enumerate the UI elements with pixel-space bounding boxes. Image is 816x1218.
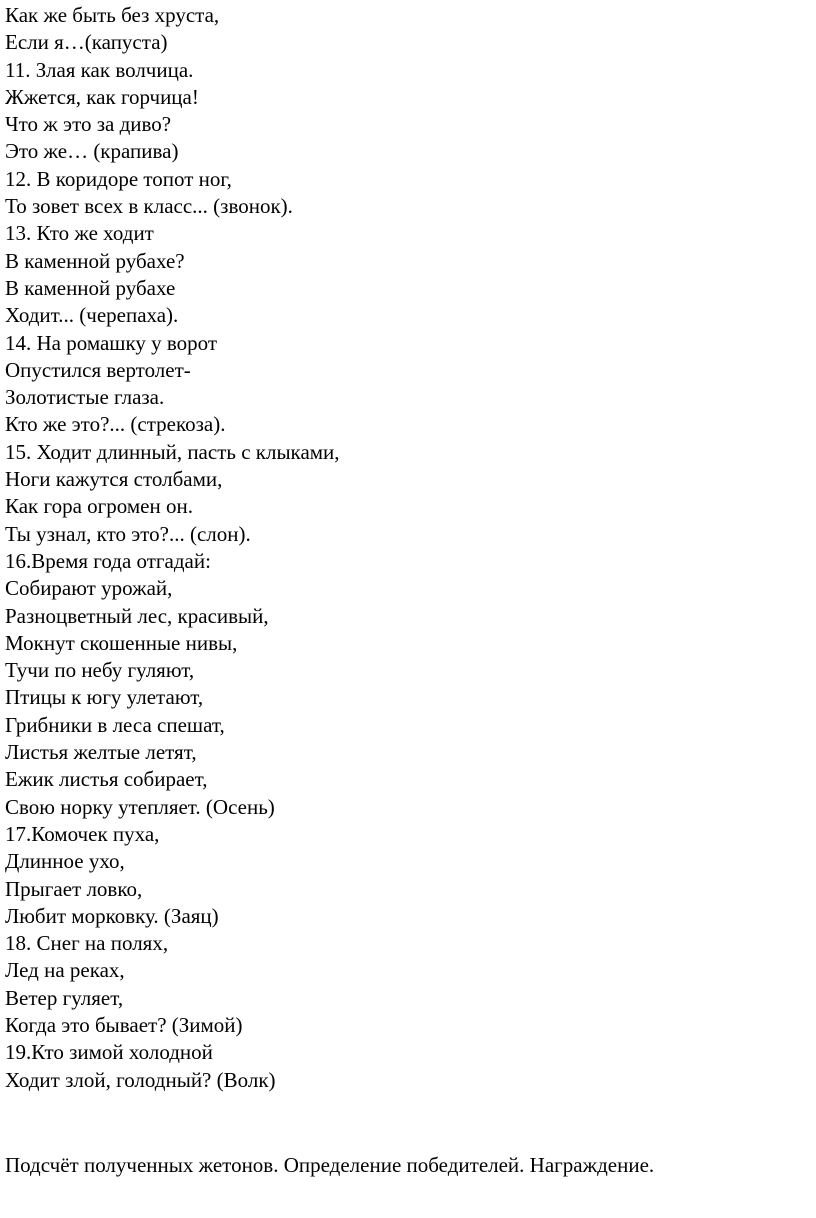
text-line: В каменной рубахе? [5, 248, 185, 273]
text-line: 19.Кто зимой холодной [5, 1040, 213, 1065]
text-line: Любит морковку. (Заяц) [5, 903, 219, 928]
text-line: 15. Ходит длинный, пасть с клыками, [5, 439, 340, 464]
closing-paragraph: Подсчёт полученных жетонов. Определение победителей. Награждение. [5, 1153, 655, 1177]
text-line: Прыгает ловко, [5, 876, 143, 901]
text-line: Птицы к югу улетают, [5, 685, 204, 710]
text-line: Листья желтые летят, [5, 740, 197, 765]
text-line: Как гора огромен он. [5, 494, 193, 519]
text-line: Ты узнал, кто это?... (слон). [5, 521, 251, 546]
text-line: Мокнут скошенные нивы, [5, 630, 238, 655]
text-line: 12. В коридоре топот ног, [5, 166, 232, 191]
text-line: 16.Время года отгадай: [5, 548, 211, 573]
text-line: Когда это бывает? (Зимой) [5, 1012, 243, 1037]
text-line: Собирают урожай, [5, 576, 173, 601]
text-line: 13. Кто же ходит [5, 221, 154, 246]
text-line: Грибники в леса спешат, [5, 712, 225, 737]
text-line: Тучи по небу гуляют, [5, 658, 195, 683]
text-line: Ходит... (черепаха). [5, 303, 179, 328]
text-line: Кто же это?... (стрекоза). [5, 412, 226, 437]
text-line: Ветер гуляет, [5, 985, 124, 1010]
text-line: Опустился вертолет- [5, 357, 191, 382]
text-line: Что ж это за диво? [5, 112, 172, 137]
text-line: 14. На ромашку у ворот [5, 330, 218, 355]
text-line: Ноги кажутся столбами, [5, 467, 223, 492]
text-line: Лед на реках, [5, 958, 125, 983]
text-line: Ежик листья собирает, [5, 767, 208, 792]
text-line: 18. Снег на полях, [5, 931, 169, 956]
text-line: Это же… (крапива) [5, 139, 179, 164]
text-line: Разноцветный лес, красивый, [5, 603, 269, 628]
text-line: Жжется, как горчица! [5, 84, 199, 109]
text-line: Длинное ухо, [5, 849, 125, 874]
text-line: Как же быть без хруста, [5, 3, 220, 27]
riddle-text [5, 2, 805, 1094]
text-line: То зовет всех в класс... (звонок). [5, 194, 293, 219]
text-line: Золотистые глаза. [5, 385, 165, 410]
text-line: Ходит злой, голодный? (Волк) [5, 1067, 276, 1092]
text-line: В каменной рубахе [5, 275, 176, 300]
text-line: 17.Комочек пуха, [5, 821, 160, 846]
text-line: 11. Злая как волчица. [5, 57, 194, 82]
text-line: Свою норку утепляет. (Осень) [5, 794, 275, 819]
text-line: Если я…(капуста) [5, 30, 168, 55]
